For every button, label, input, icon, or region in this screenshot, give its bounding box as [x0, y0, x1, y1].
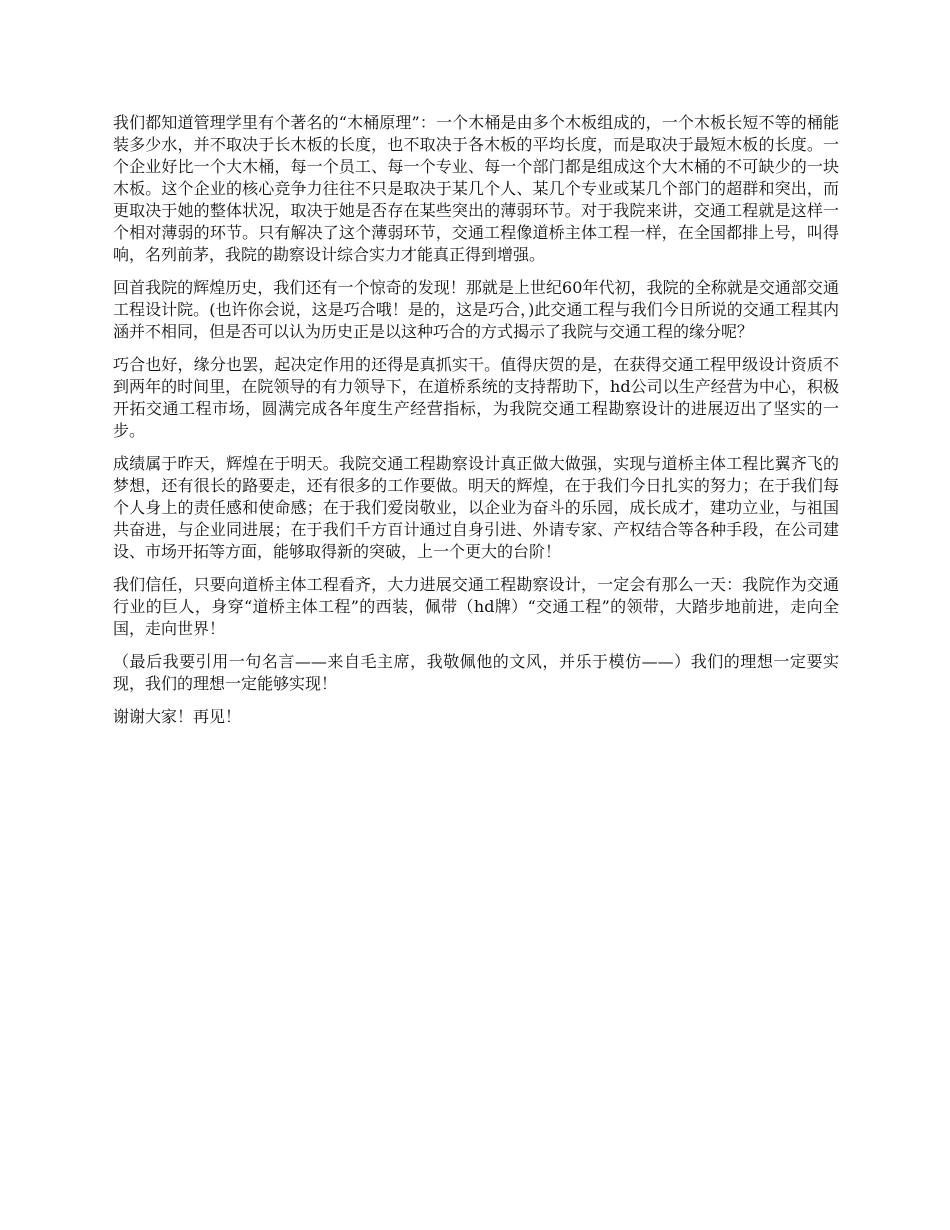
- paragraph-history: 回首我院的辉煌历史，我们还有一个惊奇的发现！那就是上世纪60年代初，我院的全称就是交通部交通工程设计院。(也许你会说，这是巧合哦！是的，这是巧合，)此交通工程与我们今日所说的交通工程其内涵并不相同，但是否可以认为历史正是以这种巧合的方式揭示了我院与交通工程的缘分呢？: [113, 278, 839, 341]
- paragraph-belief: 我们信任，只要向道桥主体工程看齐，大力进展交通工程勘察设计，一定会有那么一天：我院作为交通行业的巨人，身穿“道桥主体工程”的西装，佩带（hd牌）“交通工程”的领带，大踏步地前进，走向全国，走向世界！: [113, 575, 839, 638]
- document-body: [113, 112, 839, 728]
- paragraph-wooden-barrel: 我们都知道管理学里有个著名的“木桶原理”：一个木桶是由多个木板组成的，一个木板长短不等的桶能装多少水，并不取决于长木板的长度，也不取决于各木板的平均长度，而是取决于最短木板的长度。一个企业好比一个大木桶，每一个员工、每一个专业、每一个部门都是组成这个大木桶的不可缺少的一块木板。这个企业的核心竞争力往往不只是取决于某几个人、某几个专业或某几个部门的超群和突出，而更取决于她的整体状况，取决于她是否存在某些突出的薄弱环节。对于我院来讲，交通工程就是这样一个相对薄弱的环节。只有解决了这个薄弱环节，交通工程像道桥主体工程一样，在全国都排上号，叫得响，名列前茅，我院的勘察设计综合实力才能真正得到增强。: [113, 113, 839, 264]
- paragraph-closing: 谢谢大家！再见！: [113, 707, 242, 726]
- paragraph-achievement: 巧合也好，缘分也罢，起决定作用的还得是真抓实干。值得庆贺的是，在获得交通工程甲级设计资质不到两年的时间里，在院领导的有力领导下，在道桥系统的支持帮助下，hd公司以生产经营为中心，积极开拓交通工程市场，圆满完成各年度生产经营指标，为我院交通工程勘察设计的进展迈出了坚实的一步。: [113, 355, 839, 440]
- paragraph-future: 成绩属于昨天，辉煌在于明天。我院交通工程勘察设计真正做大做强，实现与道桥主体工程比翼齐飞的梦想，还有很长的路要走，还有很多的工作要做。明天的辉煌，在于我们今日扎实的努力；在于我们每个人身上的责任感和使命感；在于我们爱岗敬业，以企业为奋斗的乐园，成长成才，建功立业，与祖国共奋进，与企业同进展；在于我们千方百计通过自身引进、外请专家、产权结合等各种手段，在公司建设、市场开拓等方面，能够取得新的突破，上一个更大的台阶！: [113, 454, 839, 561]
- paragraph-quote: （最后我要引用一句名言——来自毛主席，我敬佩他的文风，并乐于模仿——）我们的理想一定要实现，我们的理想一定能够实现！: [113, 652, 839, 693]
